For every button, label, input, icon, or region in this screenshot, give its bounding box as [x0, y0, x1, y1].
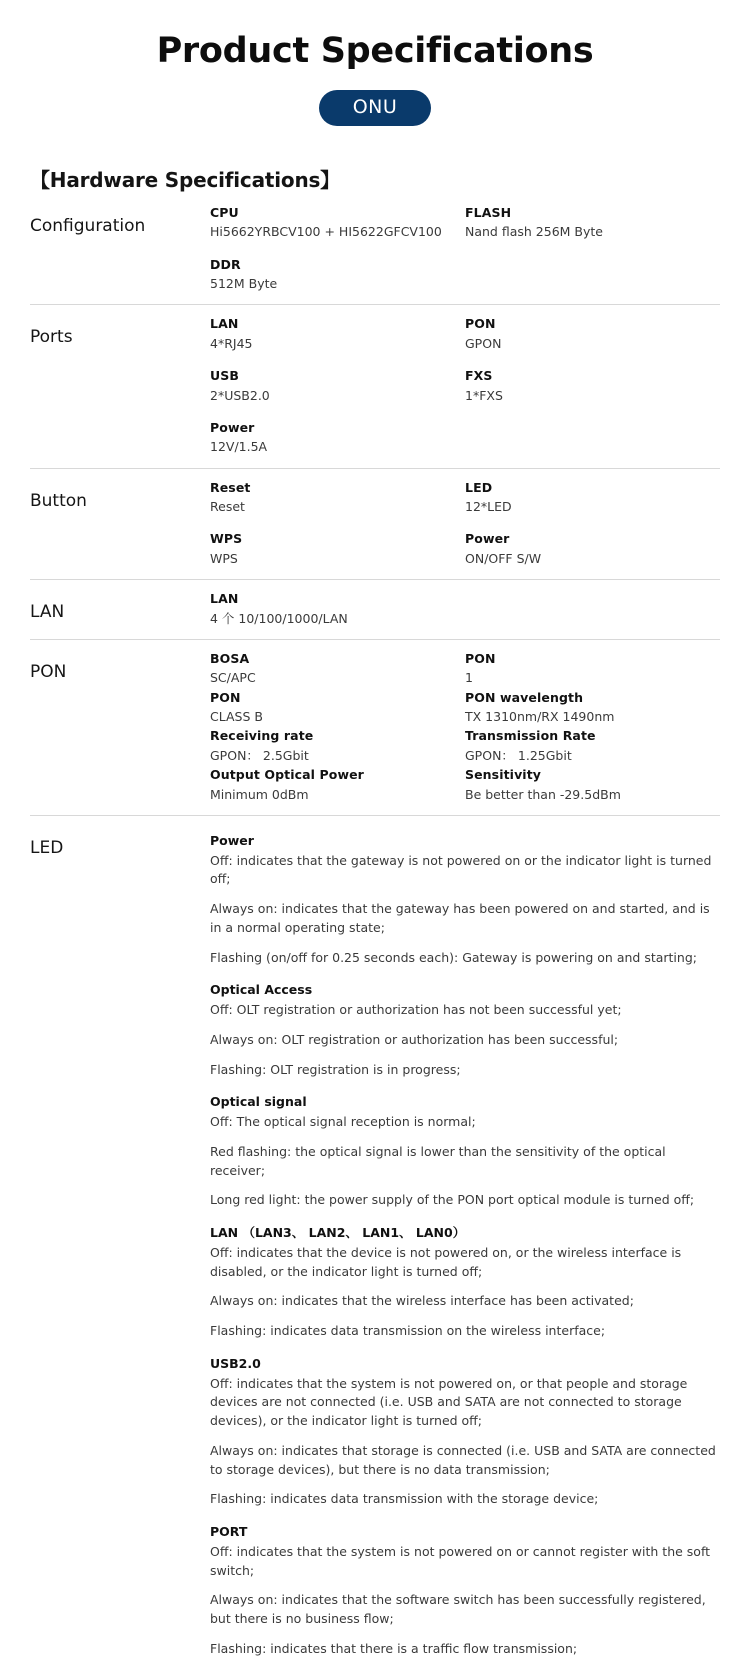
led-group-title: Optical signal: [210, 1094, 307, 1110]
spec-pair-value: 1*FXS: [465, 387, 503, 403]
led-group-title: LAN （LAN3、 LAN2、 LAN1、 LAN0）: [210, 1225, 466, 1241]
spec-pair-value: Reset: [210, 499, 245, 515]
spec-pair-key: WPS: [210, 531, 243, 547]
spec-pair: [465, 314, 706, 353]
spec-pair-key: PON wavelength: [465, 689, 584, 705]
led-group-line: Off: The optical signal reception is normal;: [210, 1114, 476, 1130]
led-row: [30, 815, 720, 1673]
led-group-title: Power: [210, 832, 254, 848]
spec-pair-value: 2*USB2.0: [210, 387, 270, 403]
row-label: Configuration: [30, 215, 146, 236]
row-label: Button: [30, 490, 87, 511]
spec-pair-value: ON/OFF S/W: [465, 550, 542, 566]
spec-pair-key: Receiving rate: [210, 728, 314, 744]
spec-pair-key: LAN: [210, 316, 239, 332]
spec-row: [30, 639, 720, 815]
spec-pair: [210, 589, 720, 628]
spec-pair: [210, 529, 451, 568]
spec-pair: [465, 649, 706, 688]
spec-pair: [210, 726, 451, 765]
spec-pair-key: USB: [210, 368, 239, 384]
led-group-line: Flashing: OLT registration is in progress;: [210, 1061, 461, 1077]
spec-pair-value: 12V/1.5A: [210, 439, 268, 455]
spec-pair-value: Minimum 0dBm: [210, 786, 309, 802]
led-group-line: Flashing (on/off for 0.25 seconds each): Gateway is powering on and starting;: [210, 949, 697, 965]
spec-pair-key: Power: [210, 419, 255, 435]
spec-pair-key: FLASH: [465, 204, 512, 220]
spec-pair-key: Sensitivity: [465, 767, 542, 783]
spec-pair-key: PON: [210, 689, 241, 705]
row-column-left: [210, 649, 465, 804]
spec-pair-value: SC/APC: [210, 670, 256, 686]
spec-pair: [465, 529, 706, 568]
row-label-led: LED: [30, 837, 64, 858]
row-column-right: [465, 314, 720, 456]
spec-row: [30, 304, 720, 467]
spec-pair: [210, 688, 451, 727]
row-column-right: [465, 649, 720, 804]
row-body: [210, 314, 720, 456]
led-group-line: Flashing: indicates data transmission with the storage device;: [210, 1491, 599, 1507]
spec-pair-value: WPS: [210, 550, 238, 566]
spec-pair-value: GPON： 1.25Gbit: [465, 747, 572, 763]
row-label: Ports: [30, 327, 73, 348]
led-group-line: Long red light: the power supply of the PON port optical module is turned off;: [210, 1192, 695, 1208]
led-group-line: Always on: indicates that the wireless interface has been activated;: [210, 1293, 634, 1309]
led-group-line: Always on: indicates that storage is connected (i.e. USB and SATA are connected to storage devices), but there is no data transmission;: [210, 1442, 716, 1477]
row-body: [210, 203, 720, 294]
led-group: [210, 981, 720, 1079]
spec-pair: [465, 366, 706, 405]
led-group-line: Off: indicates that the device is not powered on, or the wireless interface is disabled, or the indicator light is turned off;: [210, 1244, 682, 1279]
row-body: [210, 649, 720, 804]
led-group-line: Off: OLT registration or authorization has not been successful yet;: [210, 1002, 622, 1018]
led-group-line: Always on: OLT registration or authorization has been successful;: [210, 1031, 619, 1047]
spec-pair-value: TX 1310nm/RX 1490nm: [465, 709, 615, 725]
spec-pair: [465, 203, 706, 242]
row-column-left: [210, 314, 465, 456]
row-column-right: [465, 478, 720, 569]
led-group-title: Optical Access: [210, 982, 313, 998]
spec-pair-key: PON: [465, 650, 496, 666]
badge-row: [30, 90, 720, 126]
spec-pair-key: Transmission Rate: [465, 728, 596, 744]
spec-pair: [210, 418, 451, 457]
spec-row: [30, 199, 720, 305]
row-column-right: [465, 203, 720, 294]
row-column-left: [210, 478, 465, 569]
spec-pair-value: 4 个 10/100/1000/LAN: [210, 610, 348, 626]
spec-pair-key: Reset: [210, 479, 251, 495]
spec-pair: [465, 478, 706, 517]
spec-pair: [210, 203, 451, 242]
spec-pair-value: 4*RJ45: [210, 335, 253, 351]
spec-pair-key: CPU: [210, 204, 239, 220]
spec-pair-value: Nand flash 256M Byte: [465, 224, 603, 240]
row-label: PON: [30, 661, 67, 682]
spec-pair: [210, 478, 451, 517]
led-group-title: PORT: [210, 1524, 248, 1540]
row-column-left: [210, 203, 465, 294]
spec-pair-key: PON: [465, 316, 496, 332]
row-label: LAN: [30, 602, 65, 623]
spec-pair-value: Hi5662YRBCV100 + HI5622GFCV100: [210, 224, 442, 240]
spec-pair-value: 12*LED: [465, 499, 512, 515]
spec-pair-value: 1: [465, 670, 473, 686]
spec-row: [30, 468, 720, 580]
led-group-line: Red flashing: the optical signal is lower than the sensitivity of the optical receiver;: [210, 1143, 666, 1178]
row-column-left: [210, 589, 720, 628]
led-group-line: Flashing: indicates data transmission on the wireless interface;: [210, 1323, 606, 1339]
spec-table: [30, 199, 720, 815]
led-group-line: Off: indicates that the system is not powered on, or that people and storage devices are not connected (i.e. USB and SATA are not connected to storage devices), or the indicator light is turned off;: [210, 1375, 688, 1429]
spec-pair-key: LAN: [210, 591, 239, 607]
spec-pair: [210, 649, 451, 688]
spec-pair-key: FXS: [465, 368, 493, 384]
spec-pair: [210, 366, 451, 405]
led-group: [210, 1224, 720, 1341]
led-group-line: Off: indicates that the system is not powered on or cannot register with the soft switch;: [210, 1543, 711, 1578]
page-title: Product Specifications: [156, 31, 594, 71]
spec-pair: [210, 314, 451, 353]
led-group-line: Flashing: indicates that there is a traffic flow transmission;: [210, 1640, 578, 1656]
led-body: [210, 832, 720, 1659]
led-group-line: Off: indicates that the gateway is not powered on or the indicator light is turned off;: [210, 852, 712, 887]
spec-pair-value: GPON: [465, 335, 502, 351]
product-type-badge: ONU: [319, 90, 432, 126]
spec-pair-value: 512M Byte: [210, 276, 278, 292]
spec-pair: [210, 765, 451, 804]
spec-pair-value: GPON： 2.5Gbit: [210, 747, 309, 763]
row-body: [210, 478, 720, 569]
led-group: [210, 1355, 720, 1509]
spec-pair: [465, 688, 706, 727]
spec-pair: [465, 726, 706, 765]
led-group-line: Always on: indicates that the gateway has been powered on and started, and is in a normal operating state;: [210, 901, 710, 935]
led-group-line: Always on: indicates that the software switch has been successfully registered, but there is no business flow;: [210, 1592, 706, 1627]
led-group: [210, 832, 720, 968]
spec-pair-key: LED: [465, 479, 493, 495]
spec-pair-key: BOSA: [210, 650, 250, 666]
spec-row: [30, 579, 720, 639]
spec-pair: [210, 255, 451, 294]
specifications-page: [0, 30, 750, 1673]
spec-pair-key: Power: [465, 531, 510, 547]
spec-pair-key: DDR: [210, 256, 241, 272]
hardware-specifications-heading: 【Hardware Specifications】: [30, 167, 340, 192]
row-body: [210, 589, 720, 628]
spec-pair-key: Output Optical Power: [210, 767, 364, 783]
led-group-title: USB2.0: [210, 1355, 261, 1371]
led-group: [210, 1093, 720, 1210]
led-group: [210, 1523, 720, 1659]
spec-pair-value: Be better than -29.5dBm: [465, 786, 621, 802]
spec-pair: [465, 765, 706, 804]
spec-pair-value: CLASS B: [210, 709, 263, 725]
